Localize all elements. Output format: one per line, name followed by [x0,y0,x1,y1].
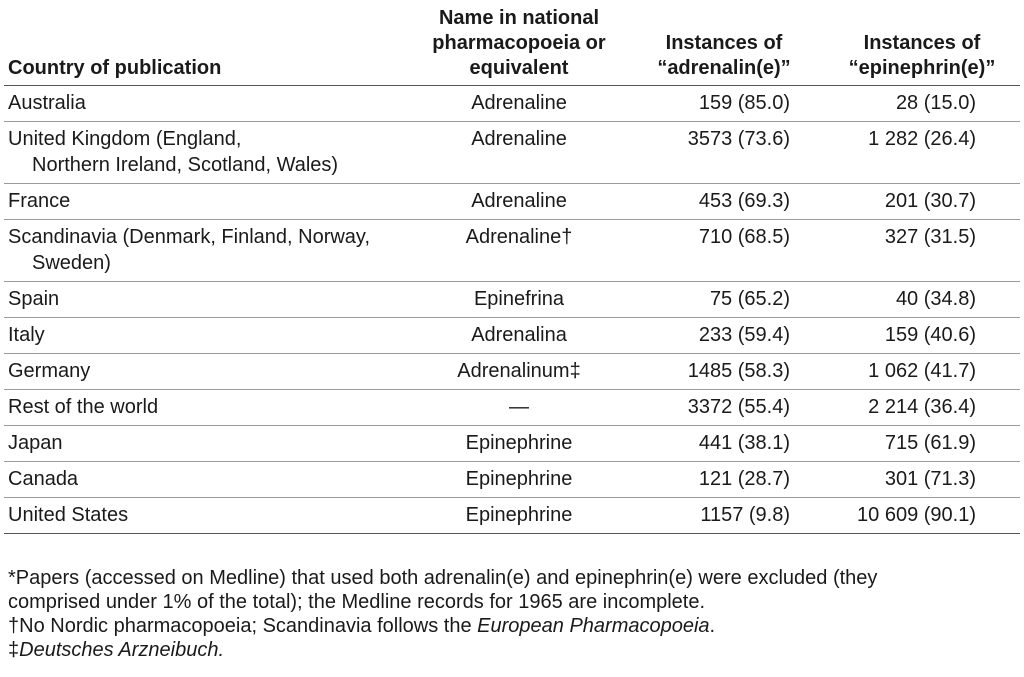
cell-epinephrin: 715 (61.9) [824,426,1020,462]
header-name-line: Name in national [438,7,600,29]
header-country [4,6,414,86]
header-adrenalin-line: “adrenalin(e)” [657,57,791,79]
country-line: United States [8,504,129,526]
cell-name: Adrenaline† [414,220,624,282]
cell-epinephrin: 159 (40.6) [824,318,1020,354]
cell-country [4,318,414,354]
cell-adrenalin: 453 (69.3) [624,184,824,220]
cell-epinephrin: 1 282 (26.4) [824,122,1020,184]
cell-epinephrin: 201 (30.7) [824,184,1020,220]
country-line: France [8,190,71,212]
cell-country [4,462,414,498]
cell-adrenalin: 121 (28.7) [624,462,824,498]
country-line: Northern Ireland, Scotland, Wales) [32,154,339,176]
cell-epinephrin: 2 214 (36.4) [824,390,1020,426]
footnote-double-dagger-italic: Deutsches Arzneibuch. [19,639,225,661]
footnote-dagger-text: †No Nordic pharmacopoeia; Scandinavia follows the [8,615,478,637]
cell-adrenalin: 3573 (73.6) [624,122,824,184]
cell-country [4,86,414,122]
header-name [414,6,624,86]
cell-adrenalin: 159 (85.0) [624,86,824,122]
table-row [4,184,1020,220]
cell-adrenalin: 233 (59.4) [624,318,824,354]
cell-country [4,426,414,462]
table-row [4,390,1020,426]
cell-name: — [414,390,624,426]
header-epinephrin [824,6,1020,86]
cell-name: Adrenalinum‡ [414,354,624,390]
footnote-star-line: *Papers (accessed on Medline) that used both adrenalin(e) and epinephrin(e) were excluded (they [8,567,878,589]
country-line: Canada [8,468,79,490]
table-row [4,462,1020,498]
cell-name: Adrenaline [414,86,624,122]
header-epinephrin-line: Instances of [863,32,981,54]
cell-country [4,220,414,282]
cell-epinephrin: 301 (71.3) [824,462,1020,498]
footnotes [8,566,1008,662]
cell-name: Adrenaline [414,184,624,220]
cell-adrenalin: 1157 (9.8) [624,498,824,534]
cell-name: Epinephrine [414,498,624,534]
cell-epinephrin: 10 609 (90.1) [824,498,1020,534]
cell-country [4,390,414,426]
footnote-double-dagger-mark: ‡ [8,639,20,661]
header-adrenalin-line: Instances of [665,32,783,54]
pharmacopoeia-table [4,6,1020,534]
cell-country [4,498,414,534]
table-row [4,282,1020,318]
country-line: Sweden) [32,252,111,274]
cell-name: Epinefrina [414,282,624,318]
header-row [4,6,1020,86]
cell-name: Epinephrine [414,426,624,462]
cell-epinephrin: 28 (15.0) [824,86,1020,122]
cell-adrenalin: 710 (68.5) [624,220,824,282]
header-country-text: Country of publication [8,57,222,79]
table-row [4,426,1020,462]
footnote-star-line: comprised under 1% of the total); the Medline records for 1965 are incomplete. [8,591,706,613]
cell-adrenalin: 441 (38.1) [624,426,824,462]
cell-name: Adrenaline [414,122,624,184]
table-body [4,86,1020,534]
country-line: Japan [8,432,63,454]
country-line: Italy [8,324,45,346]
country-line: Rest of the world [8,396,159,418]
table-row [4,122,1020,184]
cell-country [4,122,414,184]
table-row [4,220,1020,282]
header-epinephrin-line: “epinephrin(e)” [848,57,996,79]
cell-country [4,184,414,220]
table-row [4,86,1020,122]
table-row [4,498,1020,534]
footnote-double-dagger [8,638,1008,662]
cell-adrenalin: 75 (65.2) [624,282,824,318]
country-line: Scandinavia (Denmark, Finland, Norway, [8,226,371,248]
header-name-line: equivalent [469,57,569,79]
country-line: Spain [8,288,60,310]
country-line: United Kingdom (England, [8,128,242,150]
country-line: Australia [8,92,86,114]
data-table-container [4,6,1020,534]
cell-adrenalin: 3372 (55.4) [624,390,824,426]
cell-name: Adrenalina [414,318,624,354]
cell-epinephrin: 1 062 (41.7) [824,354,1020,390]
cell-name: Epinephrine [414,462,624,498]
footnote-dagger-end: . [709,615,716,637]
table-row [4,318,1020,354]
header-adrenalin [624,6,824,86]
cell-epinephrin: 40 (34.8) [824,282,1020,318]
cell-country [4,354,414,390]
cell-epinephrin: 327 (31.5) [824,220,1020,282]
header-name-line: pharmacopoeia or [432,32,606,54]
table-header [4,6,1020,86]
table-row [4,354,1020,390]
cell-country [4,282,414,318]
country-line: Germany [8,360,91,382]
footnote-dagger [8,614,1008,638]
footnote-dagger-italic: European Pharmacopoeia [477,615,710,637]
cell-adrenalin: 1485 (58.3) [624,354,824,390]
